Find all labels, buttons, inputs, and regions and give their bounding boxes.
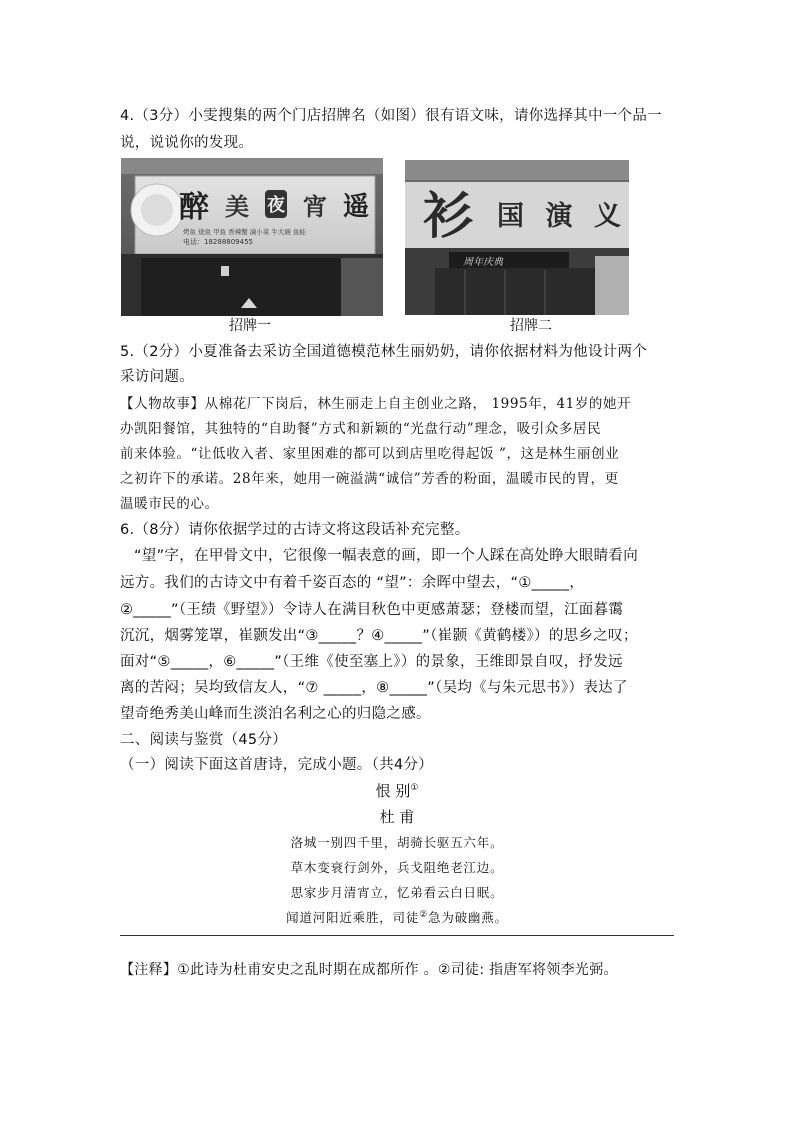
sign-1-char-1: 醉 bbox=[179, 190, 209, 225]
q4-line-2: 说，说说你的发现。 bbox=[120, 135, 254, 151]
annotation-note: 【注释】①此诗为杜甫安史之乱时期在成都所作 。②司徒: 指唐军将领李光弼。 bbox=[120, 962, 618, 978]
q6-line-4: 沉沉，烟雾笼罩，崔颢发出“③_____？④_____”（崔颢《黄鹤楼》）的思乡之叹； bbox=[120, 628, 638, 644]
q6-title: 6.（8分）请你依据学过的古诗文将这段话补充完整。 bbox=[120, 522, 470, 538]
sign-1-phone: 电话：18288809455 bbox=[183, 238, 253, 246]
q4-line-1: 4.（3分）小雯搜集的两个门店招牌名（如图）很有语文味，请你选择其中一个品一 bbox=[120, 108, 662, 124]
sign-1-menu-text: 烤鱼 烧鱼 甲鱼 香辣蟹 滷小菜 牛大碗 鱼蛙 bbox=[183, 228, 306, 236]
poem-line-1: 洛城一别四千里，胡骑长驱五六年。 bbox=[290, 835, 504, 850]
sign-photo-1 bbox=[121, 158, 383, 316]
section-2-title: 二、阅读与鉴赏（45分） bbox=[120, 732, 288, 748]
sign-2-banner: 周年庆典 bbox=[463, 257, 503, 268]
sign-2-char-1: 衫 bbox=[423, 186, 473, 245]
sign-1-char-2: 美 bbox=[224, 191, 249, 221]
poem-title-note: ① bbox=[410, 783, 419, 793]
poem-title bbox=[0, 780, 794, 801]
sign-2-name bbox=[497, 200, 621, 234]
poem-author: 杜 甫 bbox=[379, 808, 415, 826]
poem-line-4-note: ② bbox=[419, 909, 429, 920]
q6-line-6: 离的苦闷；吴均致信友人，“⑦ _____，⑧_____”（吴均《与朱元思书》）表达了 bbox=[120, 680, 628, 696]
sign-2-char-3: 演 bbox=[545, 201, 573, 232]
sign-1-char-5: 遥 bbox=[342, 191, 369, 222]
sign-2-char-2: 国 bbox=[497, 201, 524, 232]
q5-line-2: 采访问题。 bbox=[120, 369, 194, 385]
q5-story-line-1: 【人物故事】从棉花厂下岗后，林生丽走上自主创业之路， 1995年，41岁的她开 bbox=[120, 396, 632, 412]
poem-title-text: 恨 别 bbox=[375, 782, 411, 800]
section-2-subtitle: （一）阅读下面这首唐诗，完成小题。（共4分） bbox=[120, 757, 434, 773]
q6-line-5: 面对“⑤_____，⑥_____”（王维《使至塞上》）的景象，王维即景自叹，抒发远 bbox=[120, 654, 623, 670]
poem-line-3: 思家步月清宵立，忆弟看云白日眠。 bbox=[290, 885, 504, 900]
sign-1-char-4: 宵 bbox=[302, 191, 327, 221]
sign-1-caption: 招牌一 bbox=[229, 318, 271, 334]
poem-line-4-part-1: 闻道河阳近乘胜，司徒 bbox=[286, 910, 420, 925]
poem-line-4-part-2: 急为破幽燕。 bbox=[428, 910, 508, 925]
q5-story-line-2: 办凯阳餐馆，其独特的“自助餐”方式和新颖的“光盘行动”理念，吸引众多居民 bbox=[120, 421, 602, 437]
q5-story-line-3: 前来体验。“让低收入者、家里困难的都可以到店里吃得起饭 ”，这是林生丽创业 bbox=[120, 446, 620, 462]
sign-2-caption: 招牌二 bbox=[510, 318, 552, 334]
q5-line-1: 5.（2分）小夏准备去采访全国道德模范林生丽奶奶，请你依据材料为他设计两个 bbox=[120, 344, 648, 360]
poem-line-4 bbox=[0, 908, 794, 926]
q6-line-1: “望”字，在甲骨文中，它很像一幅表意的画，即一个人踩在高处睁大眼睛看向 bbox=[134, 548, 639, 564]
sign-2-char-4: 义 bbox=[594, 201, 621, 232]
sign-photo-2 bbox=[405, 160, 629, 315]
sign-1-char-3: 夜 bbox=[265, 190, 287, 218]
sign-1-name bbox=[179, 184, 369, 224]
q6-line-2: 远方。我们的古诗文中有着千姿百态的 “望”：余晖中望去，“①_____， bbox=[120, 575, 585, 591]
q5-story-line-4: 之初许下的承诺。28年来，她用一碗溢满“诚信”芳香的粉面，温暖市民的胃，更 bbox=[120, 471, 619, 487]
q5-story-line-5: 温暖市民的心。 bbox=[120, 496, 219, 512]
q6-line-3: ②_____”（王绩《野望》）令诗人在满目秋色中更感萧瑟；登楼而望，江面暮霭 bbox=[120, 602, 624, 618]
divider-line bbox=[120, 935, 674, 936]
q6-line-7: 望奇绝秀美山峰而生淡泊名利之心的归隐之感。 bbox=[120, 706, 431, 722]
poem-line-2: 草木变衰行剑外，兵戈阻绝老江边。 bbox=[290, 860, 504, 875]
